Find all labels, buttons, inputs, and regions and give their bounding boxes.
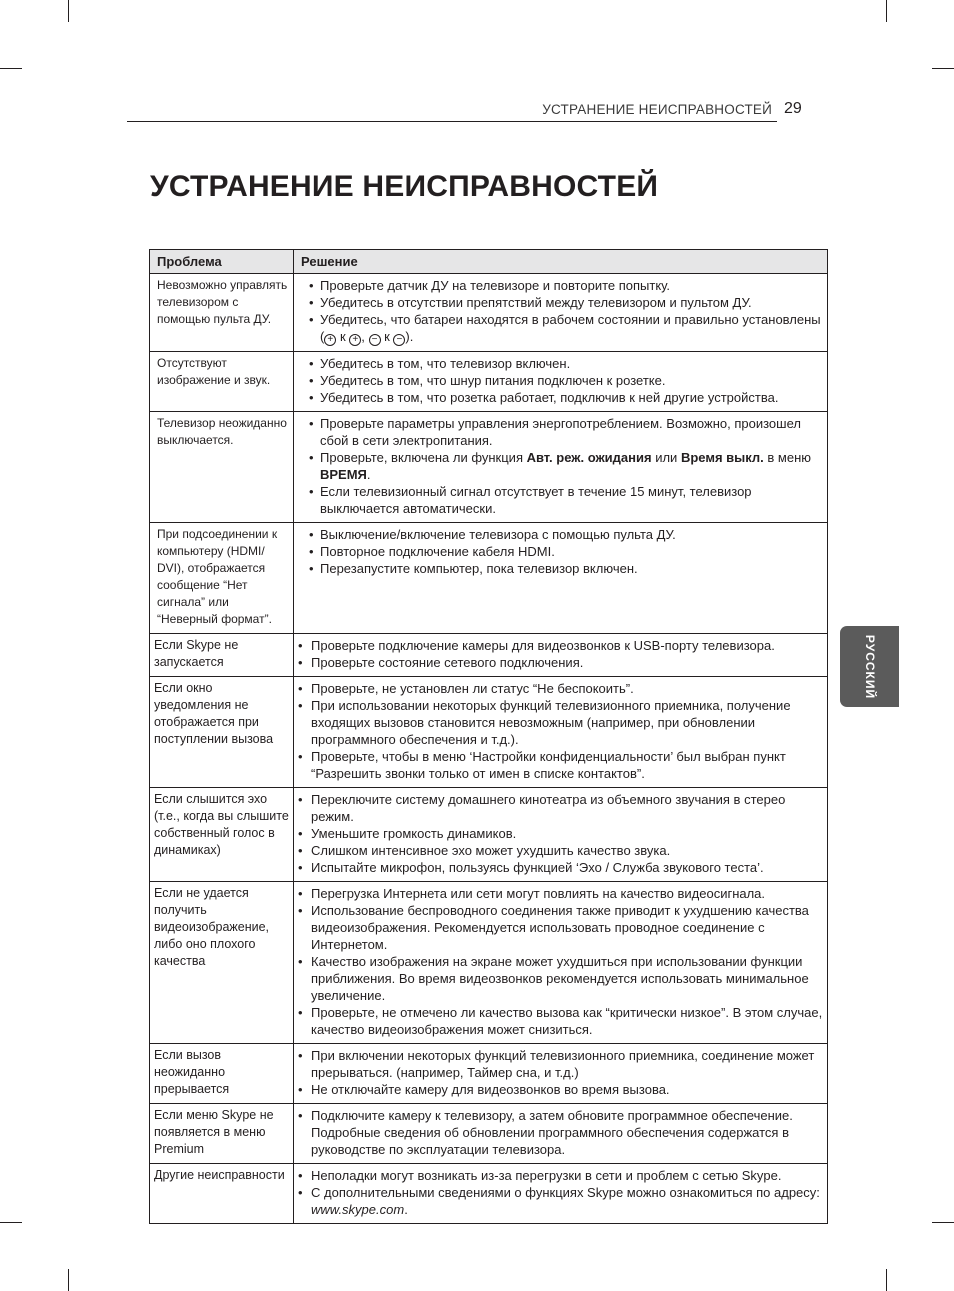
problem-cell: Если вызов неожиданно прерывается <box>150 1044 294 1104</box>
solution-item: • Убедитесь в том, что шнур питания подключен к розетке. <box>309 373 666 388</box>
table-row <box>150 1044 828 1104</box>
column-header-problem: Проблема <box>150 250 294 274</box>
crop-mark <box>0 68 22 69</box>
table-header-row <box>150 250 828 274</box>
crop-mark <box>68 1269 69 1291</box>
solution-item: • Убедитесь в том, что розетка работает, подключив к ней другие устройства. <box>309 390 779 405</box>
solution-item: • Качество изображения на экране может ухудшиться при использовании функции приближения. Во время видеозвонков рекомендуется использовать минимальное увеличение. <box>298 954 809 1003</box>
plus-terminal-icon: + <box>324 334 336 346</box>
solution-item: • Повторное подключение кабеля HDMI. <box>309 544 555 559</box>
menu-option-name: Время выкл. <box>680 450 764 465</box>
table-row <box>150 523 828 634</box>
skype-website-link: www.skype.com <box>311 1202 405 1217</box>
solution-item: • Проверьте, чтобы в меню ‘Настройки конфиденциальности’ был выбран пункт “Разрешить звонки только от имен в списке контактов”. <box>298 749 786 781</box>
solution-item: • Перезапустите компьютер, пока телевизор включен. <box>309 561 638 576</box>
table-row <box>150 677 828 788</box>
solution-cell <box>294 523 828 634</box>
solution-cell <box>294 1104 828 1164</box>
problem-cell: При подсоединении к компьютеру (HDMI/ DVI), отображается сообщение “Нет сигнала” или “Неверный формат”. <box>150 523 294 634</box>
problem-cell: Если не удается получить видеоизображение, либо оно плохого качества <box>150 882 294 1044</box>
minus-terminal-icon: − <box>393 334 405 346</box>
table-row <box>150 1104 828 1164</box>
table-row <box>150 788 828 882</box>
troubleshooting-table <box>149 249 828 1224</box>
solution-item: • Слишком интенсивное эхо может ухудшить качество звука. <box>298 843 671 858</box>
solution-item: • При включении некоторых функций телевизионного приемника, соединение может прерываться. (например, Таймер сна, и т.д.) <box>298 1048 815 1080</box>
solution-item: • Проверьте состояние сетевого подключения. <box>298 655 584 670</box>
minus-terminal-icon: − <box>369 334 381 346</box>
table-row <box>150 274 828 352</box>
problem-cell: Если слышится эхо (т.е., когда вы слышите собственный голос в динамиках) <box>150 788 294 882</box>
solution-item: • Убедитесь в том, что телевизор включен. <box>309 356 571 371</box>
page-number: 29 <box>784 100 802 117</box>
problem-cell: Если меню Skype не появляется в меню Premium <box>150 1104 294 1164</box>
solution-cell <box>294 1164 828 1224</box>
solution-item: • Убедитесь в отсутствии препятствий между телевизором и пультом ДУ. <box>309 295 752 310</box>
language-side-tab-label: РУССКИЙ <box>862 634 877 699</box>
solution-item: • Проверьте, включена ли функция Авт. реж. ожидания или Время выкл. в меню ВРЕМЯ. <box>309 450 812 482</box>
problem-cell: Невозможно управлять телевизором с помощью пульта ДУ. <box>150 274 294 352</box>
page-title: УСТРАНЕНИЕ НЕИСПРАВНОСТЕЙ <box>150 170 659 203</box>
solution-item: • Использование беспроводного соединения также приводит к ухудшению качества видеоизображения. Рекомендуется использовать проводное соединение с Интернетом. <box>298 903 809 952</box>
crop-mark <box>932 68 954 69</box>
solution-cell <box>294 634 828 677</box>
crop-mark <box>932 1222 954 1223</box>
solution-cell <box>294 412 828 523</box>
table-row <box>150 412 828 523</box>
solution-item: • Проверьте, не отмечено ли качество вызова как “критически низкое”. В этом случае, качество видеоизображения может снизиться. <box>298 1005 823 1037</box>
solution-item: • Проверьте датчик ДУ на телевизоре и повторите попытку. <box>309 278 670 293</box>
solution-cell <box>294 882 828 1044</box>
menu-name: ВРЕМЯ <box>320 467 367 482</box>
problem-cell: Другие неисправности <box>150 1164 294 1224</box>
solution-item: • Подключите камеру к телевизору, а затем обновите программное обеспечение. Подробные сведения об обновлении программного обеспечения содержатся в руководстве по эксплуатации телевизора. <box>298 1108 793 1157</box>
solution-item: • Проверьте параметры управления энергопотреблением. Возможно, произошел сбой в сети электропитания. <box>309 416 801 448</box>
solution-cell <box>294 352 828 412</box>
problem-cell: Телевизор неожиданно выключается. <box>150 412 294 523</box>
solution-cell <box>294 788 828 882</box>
crop-mark <box>68 0 69 22</box>
crop-mark <box>886 0 887 22</box>
crop-mark <box>886 1269 887 1291</box>
solution-item: • Перегрузка Интернета или сети могут повлиять на качество видеосигнала. <box>298 886 766 901</box>
table-row <box>150 634 828 677</box>
solution-item: • С дополнительными сведениями о функциях Skype можно ознакомиться по адресу: www.skype.com. <box>298 1185 820 1217</box>
problem-cell: Если Skype не запускается <box>150 634 294 677</box>
solution-item: • Испытайте микрофон, пользуясь функцией ‘Эхо / Служба звукового теста’. <box>298 860 764 875</box>
solution-item: • Убедитесь, что батареи находятся в рабочем состоянии и правильно установлены ( + к + , − к − ). <box>309 312 821 345</box>
table-row <box>150 882 828 1044</box>
solution-item: • Если телевизионный сигнал отсутствует в течение 15 минут, телевизор выключается автоматически. <box>309 484 752 516</box>
header-divider <box>127 121 777 122</box>
solution-item: • Неполадки могут возникать из-за перегрузки в сети и проблем с сетью Skype. <box>298 1168 782 1183</box>
column-header-solution: Решение <box>294 250 828 274</box>
table-row <box>150 1164 828 1224</box>
table-row <box>150 352 828 412</box>
solution-item: • Проверьте подключение камеры для видеозвонков к USB-порту телевизора. <box>298 638 775 653</box>
solution-cell <box>294 677 828 788</box>
solution-cell <box>294 274 828 352</box>
menu-option-name: Авт. реж. ожидания <box>526 450 652 465</box>
solution-item: • Выключение/включение телевизора с помощью пульта ДУ. <box>309 527 676 542</box>
crop-mark <box>0 1222 22 1223</box>
language-side-tab <box>840 626 899 707</box>
problem-cell: Отсутствуют изображение и звук. <box>150 352 294 412</box>
solution-cell <box>294 1044 828 1104</box>
solution-item: • Уменьшите громкость динамиков. <box>298 826 517 841</box>
problem-cell: Если окно уведомления не отображается при поступлении вызова <box>150 677 294 788</box>
running-header-title: УСТРАНЕНИЕ НЕИСПРАВНОСТЕЙ <box>542 102 772 117</box>
solution-item: • Не отключайте камеру для видеозвонков во время вызова. <box>298 1082 670 1097</box>
plus-terminal-icon: + <box>349 334 361 346</box>
solution-item: • При использовании некоторых функций телевизионного приемника, получение входящих вызовов становится невозможным (например, при обновлении программного обеспечения и т.д.). <box>298 698 791 747</box>
solution-item: • Проверьте, не установлен ли статус “Не беспокоить”. <box>298 681 634 696</box>
solution-item: • Переключите систему домашнего кинотеатра из объемного звучания в стерео режим. <box>298 792 786 824</box>
